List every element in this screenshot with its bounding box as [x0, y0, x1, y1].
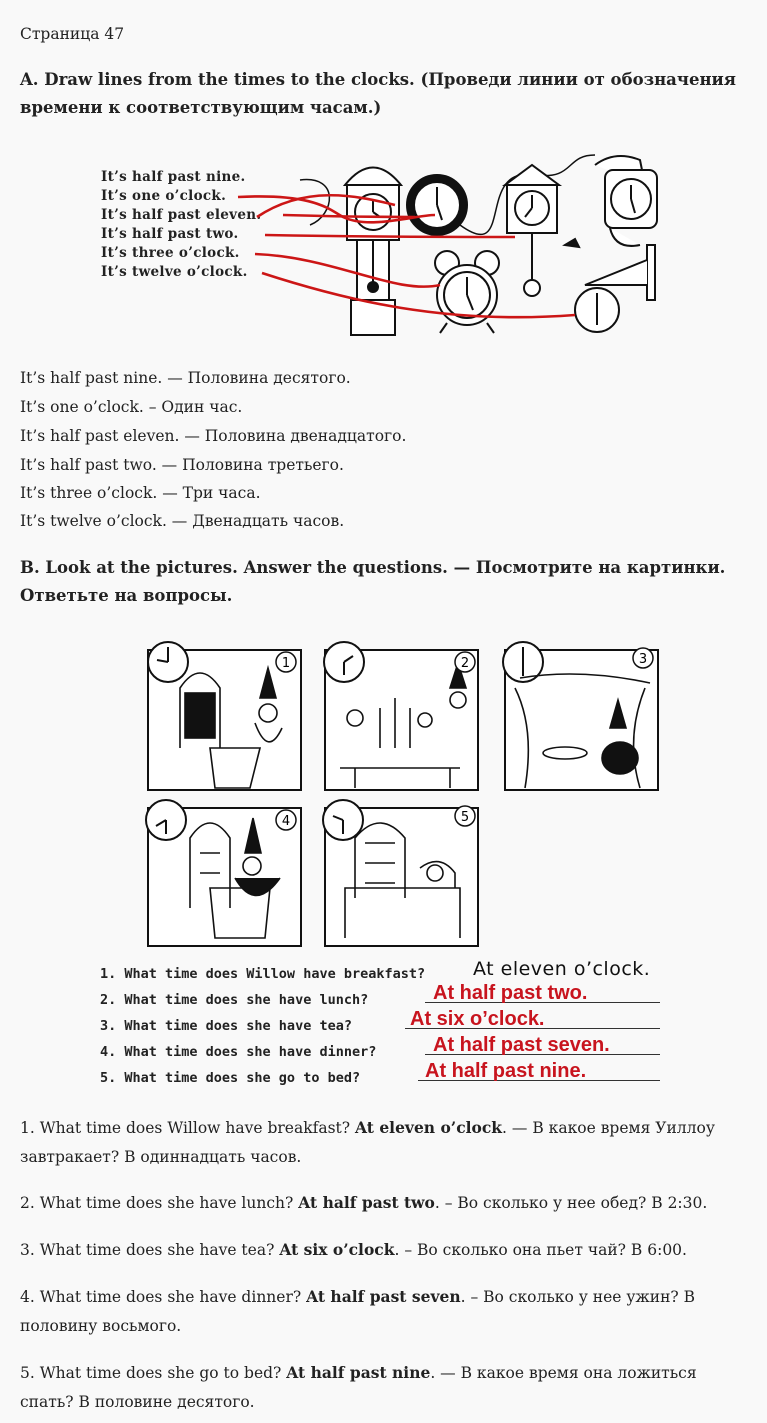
panel-number: 5 [460, 810, 470, 825]
exercise-line: It’s twelve o’clock. [101, 264, 248, 280]
cuckoo-clock-icon [505, 165, 579, 296]
grandfather-clock-icon [345, 168, 401, 336]
exercise-line: It’s half past eleven. [101, 207, 262, 223]
answer-question: 4. What time does she have dinner? [20, 1288, 302, 1306]
exercise-line: It’s half past two. [101, 226, 239, 242]
translation-line: It’s one o’clock. – Один час. [20, 398, 243, 416]
alarm-clock-icon [435, 251, 499, 333]
translation-line: It’s twelve o’clock. — Двенадцать часов. [20, 512, 345, 530]
worksheet-questions [100, 958, 670, 1088]
panel-number: 3 [638, 652, 648, 667]
answer-question: 3. What time does she have tea? [20, 1241, 275, 1259]
wristwatch-icon [595, 156, 657, 246]
exercise-a-figure [95, 145, 665, 345]
red-answer: At half past nine. [425, 1060, 587, 1082]
answer-question: 1. What time does Willow have breakfast? [20, 1119, 351, 1137]
answer-paragraph [20, 1188, 745, 1218]
answer-bold: At half past seven [306, 1287, 461, 1306]
exercise-line: It’s half past nine. [101, 169, 246, 185]
translation-line: It’s three o’clock. — Три часа. [20, 484, 261, 502]
exercise-line: It’s one o’clock. [101, 188, 227, 204]
answer-paragraph [20, 1358, 745, 1417]
answer-translation: . – Во сколько у нее ужин? В половину восьмого. [20, 1288, 696, 1335]
answer-question: 2. What time does she have lunch? [20, 1194, 294, 1212]
panel-number: 1 [281, 656, 291, 671]
answer-bold: At six o’clock [279, 1240, 395, 1259]
panel-number: 2 [460, 656, 470, 671]
clocks-illustration [95, 145, 665, 345]
handwritten-answer: At eleven o’clock. [473, 958, 651, 980]
answer-bold: At half past two [298, 1193, 435, 1212]
red-answer: At half past two. [433, 982, 588, 1004]
answer-paragraph [20, 1113, 745, 1172]
answer-translation: . — В какое время она ложиться спать? В половине десятого. [20, 1364, 697, 1411]
section-b-heading: B. Look at the pictures. Answer the questions. — Посмотрите на картинки. Ответьте на вопросы. [20, 558, 726, 605]
answer-question: 5. What time does she go to bed? [20, 1364, 282, 1382]
answer-bold: At half past nine [286, 1363, 431, 1382]
translation-line: It’s half past eleven. — Половина двенадцатого. [20, 427, 407, 445]
wall-clock-icon [407, 175, 467, 235]
question-line: 5. What time does she go to bed? [100, 1070, 361, 1086]
answer-paragraph [20, 1235, 745, 1265]
page-title: Страница 47 [20, 25, 125, 43]
answer-paragraph [20, 1282, 745, 1341]
red-answer: At half past seven. [433, 1034, 610, 1056]
section-a-heading: A. Draw lines from the times to the clocks. (Проведи линии от обозначения времени к соответствующим часам.) [20, 70, 736, 117]
panel-number: 4 [281, 814, 291, 829]
answer-translation: . – Во сколько она пьет чай? В 6:00. [394, 1241, 687, 1259]
comic-panels [140, 638, 660, 950]
exercise-line: It’s three o’clock. [101, 245, 240, 261]
question-line: 2. What time does she have lunch? [100, 992, 369, 1008]
answer-bold: At eleven o’clock [355, 1118, 503, 1137]
answer-translation: . – Во сколько у нее обед? В 2:30. [434, 1194, 708, 1212]
station-clock-icon [575, 245, 655, 332]
answer-translation: . — В какое время Уиллоу завтракает? В одиннадцать часов. [20, 1119, 715, 1166]
translation-line: It’s half past two. — Половина третьего. [20, 456, 344, 474]
red-answer: At six o’clock. [410, 1008, 545, 1030]
question-line: 3. What time does she have tea? [100, 1018, 352, 1034]
question-line: 4. What time does she have dinner? [100, 1044, 377, 1060]
question-line: 1. What time does Willow have breakfast? [100, 966, 426, 982]
translation-line: It’s half past nine. — Половина десятого. [20, 369, 351, 387]
